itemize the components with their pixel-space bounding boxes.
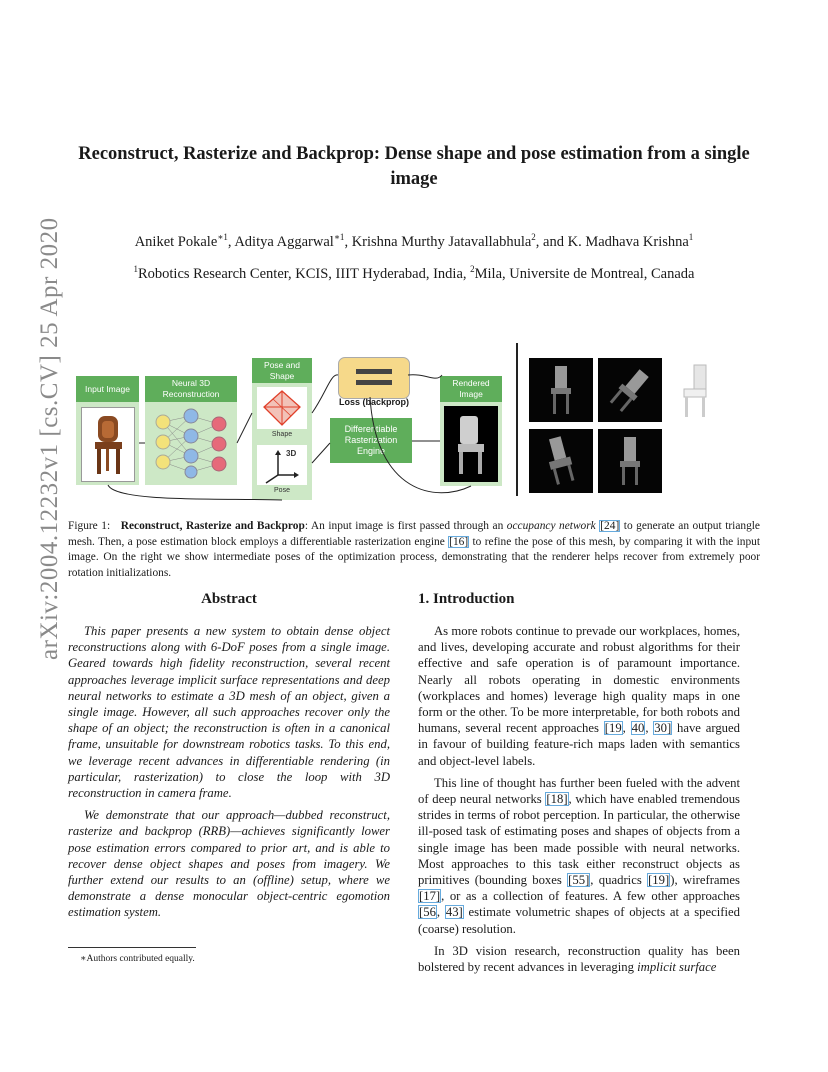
affiliations: $^1$Robotics Research Center, KCIS, IIIT Hyderabad, India, $^2$Mila, Universite de Montreal, Canada — [133, 264, 695, 282]
neural-reconstruction-label: Neural 3D Reconstruction — [145, 376, 237, 402]
intro-paragraph-2: This line of thought has further been fueled with the advent of deep neural networks [18], which have enabled tremendous strides in terms of robot perception. In particular, the otherwise ill-posed task of estimating poses and shapes of objects from a single image has been made possible with neural networks. Most approaches to this task either reconstruct objects as primitives (bounding boxes [55], quadrics [19]), wireframes [17], or as a collection of features. A few other approaches [56, 43] estimate volumetric shapes of objects at a specified (coarse) resolution. — [418, 775, 741, 936]
rendered-image-label: Rendered Image — [440, 376, 502, 402]
arxiv-id-text: arXiv:2004.12232v1 [cs.CV] 25 Apr 2020 — [36, 217, 63, 660]
pose-shape-label: Pose and Shape — [252, 358, 312, 383]
introduction-heading: 1. Introduction — [418, 591, 515, 607]
intro-paragraph-1: As more robots continue to prevade our workplaces, homes, and lives, developing accurate and robust algorithms for their effective and safe operation is of paramount importance. Nearly all robots operating in domestic environments (workplaces and homes) leverage high quality maps in one form or the other. To be more interpretable, for both robots and humans, several recent approaches [19, 40, 30] have argued in favour of building feature-rich maps laden with semantics and object-level labels. — [418, 624, 740, 768]
citation-link[interactable]: [56 — [419, 905, 436, 920]
footnote-rule — [68, 947, 196, 948]
input-image-label: Input Image — [76, 376, 139, 402]
citation-link[interactable]: 40 — [631, 721, 645, 736]
figure-1 — [76, 343, 668, 505]
chair-render-icon — [598, 358, 662, 422]
shape-label: Shape — [271, 431, 293, 438]
white-chair-render — [676, 361, 716, 421]
abstract-body — [68, 623, 390, 921]
optimization-step-1 — [529, 358, 593, 422]
pose-label: Pose — [274, 487, 290, 494]
introduction-body — [418, 623, 740, 975]
citation-link[interactable]: 43] — [445, 905, 463, 920]
paper-title: Reconstruct, Rasterize and Backprop: Dense shape and pose estimation from a single image — [78, 144, 750, 189]
optimization-step-4 — [598, 429, 662, 493]
chair-render-icon — [676, 361, 716, 421]
citation-link[interactable]: [16] — [449, 535, 469, 548]
citation-link[interactable]: [55] — [568, 873, 590, 888]
loss-label: Loss (backprop) — [338, 397, 409, 407]
figure-caption: Figure 1: Reconstruct, Rasterize and Backprop: An input image is first passed through an occupancy network [24] to generate an output triangle mesh. Then, a pose estimation block employs a differentiable rasterization engine [16] to refine the pose of this mesh, by comparing it with the input image. On the right we show intermediate poses of the optimization process, demonstrating that the renderer helps recover from extremely poor rotation initializations. — [68, 520, 761, 579]
chair-render-icon — [598, 429, 662, 493]
rasterization-engine-label: Differentiable Rasterization Engine — [330, 418, 412, 463]
abstract-paragraph-1: This paper presents a new system to obtain dense object reconstructions along with 6-DoF poses from a single image. Geared towards high fidelity reconstruction, several recent approaches leverage implicit surface representations and deep neural networks to estimate a 3D mesh of an object, given a single image. However, all such approaches recover only the shape of an object; the reconstruction is often in a canonical frame, unsuitable for downstream robotics tasks. To this end, we leverage recent advances in differentiable rendering (in particular, rasterization) to close the loop with 3D reconstruction in camera frame. — [68, 624, 390, 801]
citation-link[interactable]: [19] — [648, 873, 670, 888]
citation-link[interactable]: 30] — [654, 721, 672, 736]
abstract-heading: Abstract — [201, 591, 257, 607]
three-d-label: 3D — [286, 449, 297, 458]
figure-divider — [516, 343, 518, 496]
optimization-step-2 — [598, 358, 662, 422]
abstract-paragraph-2: We demonstrate that our approach—dubbed reconstruct, rasterize and backprop (RRB)—achieves significantly lower pose estimation errors compared to prior art, and is able to recover dense object shapes and poses from imagery. We further extend our results to an (offline) setup, where we demonstrate a dense monocular object-centric egomotion estimation system. — [68, 808, 390, 920]
optimization-step-3 — [529, 429, 593, 493]
citation-link[interactable]: [24] — [600, 520, 620, 532]
chair-render-icon — [529, 429, 593, 493]
intro-paragraph-3: In 3D vision research, reconstruction quality has been bolstered by recent advances in leveraging implicit surface — [418, 943, 740, 975]
citation-link[interactable]: [19 — [604, 721, 622, 736]
author-list: Aniket Pokale$^{∗1}$, Aditya Aggarwal$^{∗1}$, Krishna Murthy Jatavallabhula$^2$, and K. Madhava Krishna$^1$ — [134, 232, 694, 250]
citation-link[interactable]: [18] — [546, 792, 568, 807]
chair-render-icon — [529, 358, 593, 422]
footnote: ∗Authors contributed equally. — [80, 954, 195, 964]
citation-link[interactable]: [17] — [419, 889, 441, 904]
flow-arrows — [76, 343, 516, 505]
